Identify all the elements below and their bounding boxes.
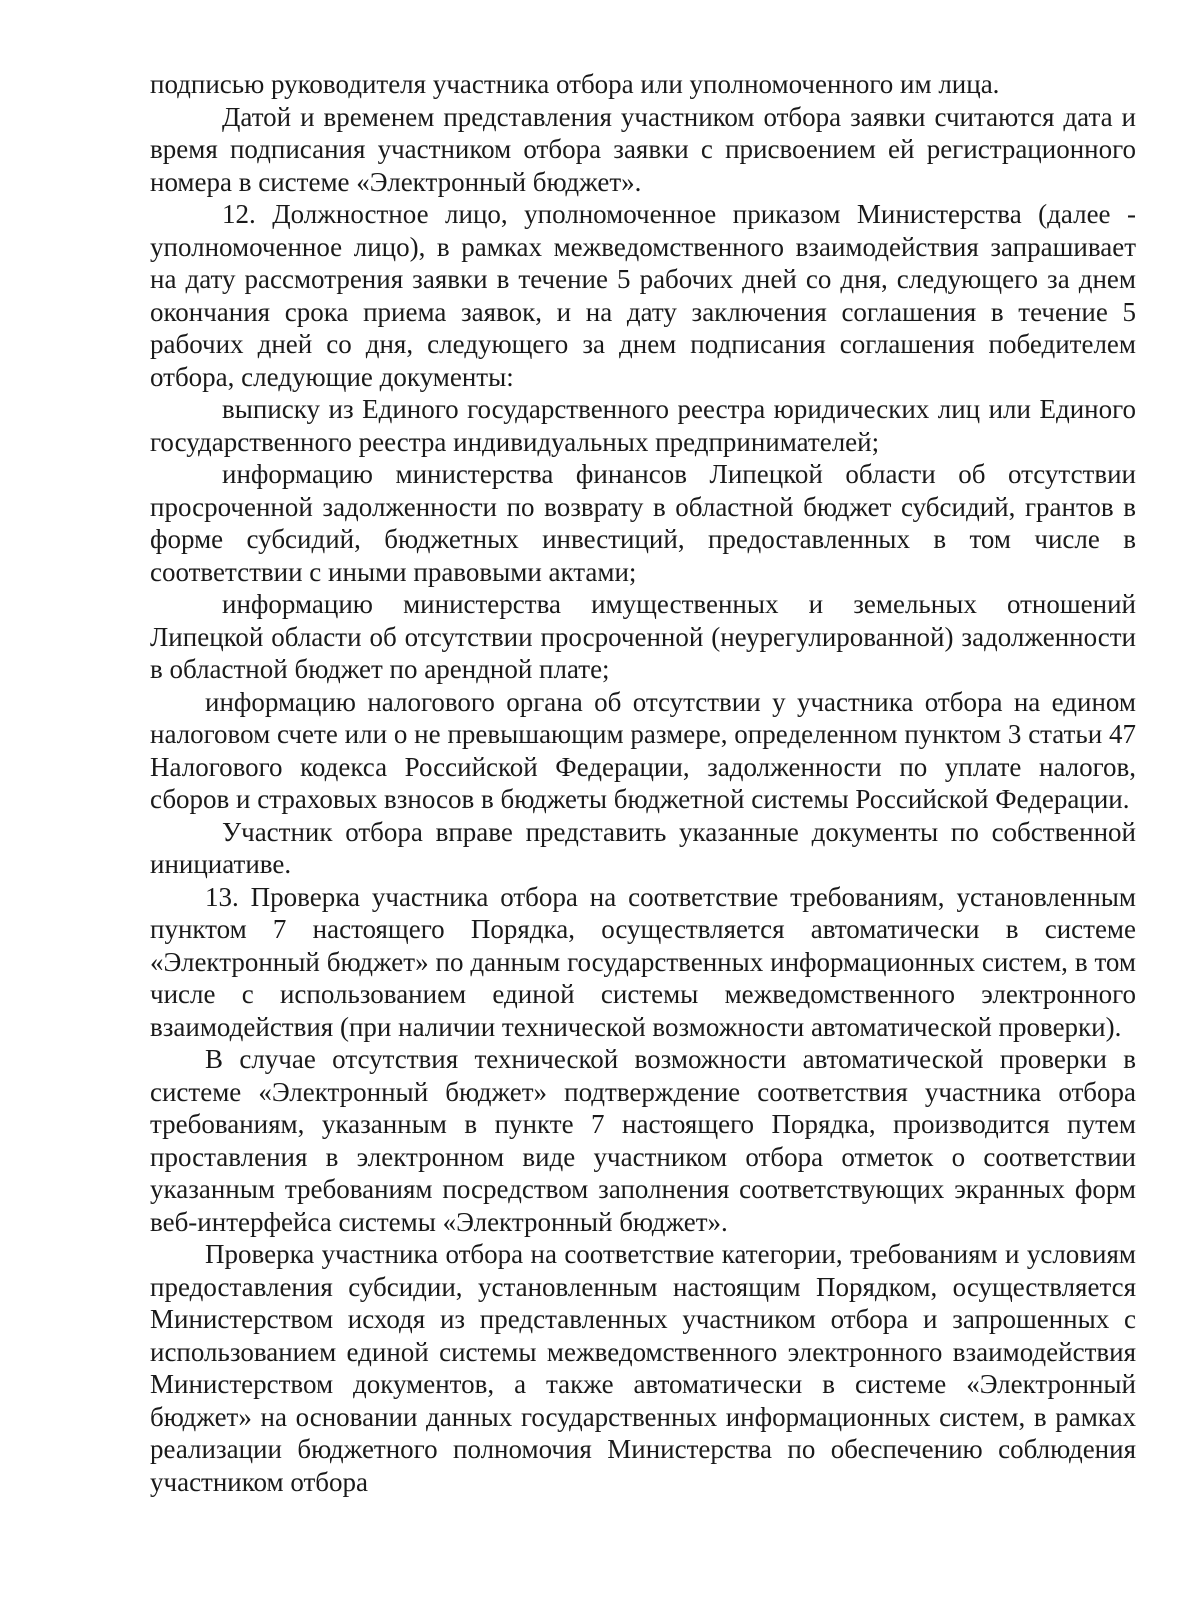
paragraph-property-ministry-info: информацию министерства имущественных и земельных отношений Липецкой области об отсутствии просроченной (неурегулированной) задолженности в областной бюджет по арендной плате;	[150, 589, 1136, 684]
paragraph-finance-ministry-info: информацию министерства финансов Липецкой области об отсутствии просроченной задолженности по возврату в областной бюджет субсидий, грантов в форме субсидий, бюджетных инвестиций, предоставленных в том числе в соответствии с иными правовыми актами;	[150, 459, 1136, 587]
paragraph-ministry-check: Проверка участника отбора на соответствие категории, требованиям и условиям предоставления субсидии, установленным настоящим Порядком, осуществляется Министерством исходя из представленных участником отбора и запрошенных с использованием единой системы межведомственного электронного взаимодействия Министерством документов, а также автоматически в системе «Электронный бюджет» на основании данных государственных информационных систем, в рамках реализации бюджетного полномочия Министерства по обеспечению соблюдения участником отбора	[150, 1239, 1136, 1497]
paragraph-signature-continuation: подписью руководителя участника отбора или уполномоченного им лица.	[150, 69, 1000, 99]
paragraph-own-initiative: Участник отбора вправе представить указанные документы по собственной инициативе.	[150, 816, 1136, 879]
paragraph-no-auto-check: В случае отсутствия технической возможности автоматической проверки в системе «Электронный бюджет» подтверждение соответствия участника отбора требованиям, указанным в пункте 7 настоящего Порядка, производится путем проставления в электронном виде участником отбора отметок о соответствии указанным требованиям посредством заполнения соответствующих экранных форм веб-интерфейса системы «Электронный бюджет».	[150, 1044, 1136, 1237]
document-body	[150, 68, 1136, 1498]
paragraph-clause-13: 13. Проверка участника отбора на соответствие требованиям, установленным пунктом 7 настоящего Порядка, осуществляется автоматически в системе «Электронный бюджет» по данным государственных информационных систем, в том числе с использованием единой системы межведомственного электронного взаимодействия (при наличии технической возможности автоматической проверки).	[150, 881, 1136, 1042]
paragraph-submission-date: Датой и временем представления участником отбора заявки считаются дата и время подписания участником отбора заявки с присвоением ей регистрационного номера в системе «Электронный бюджет».	[150, 101, 1136, 197]
paragraph-clause-12: 12. Должностное лицо, уполномоченное приказом Министерства (далее - уполномоченное лицо), в рамках межведомственного взаимодействия запрашивает на дату рассмотрения заявки в течение 5 рабочих дней со дня, следующего за днем окончания срока приема заявок, и на дату заключения соглашения в течение 5 рабочих дней со дня, следующего за днем подписания соглашения победителем отбора, следующие документы:	[150, 199, 1136, 392]
paragraph-egrul-extract: выписку из Единого государственного реестра юридических лиц или Единого государственного реестра индивидуальных предпринимателей;	[150, 394, 1136, 457]
paragraph-tax-authority-info: информацию налогового органа об отсутствии у участника отбора на едином налоговом счете или о не превышающим размере, определенном пунктом 3 статьи 47 Налогового кодекса Российской Федерации, задолженности по уплате налогов, сборов и страховых взносов в бюджеты бюджетной системы Российской Федерации.	[150, 686, 1136, 814]
